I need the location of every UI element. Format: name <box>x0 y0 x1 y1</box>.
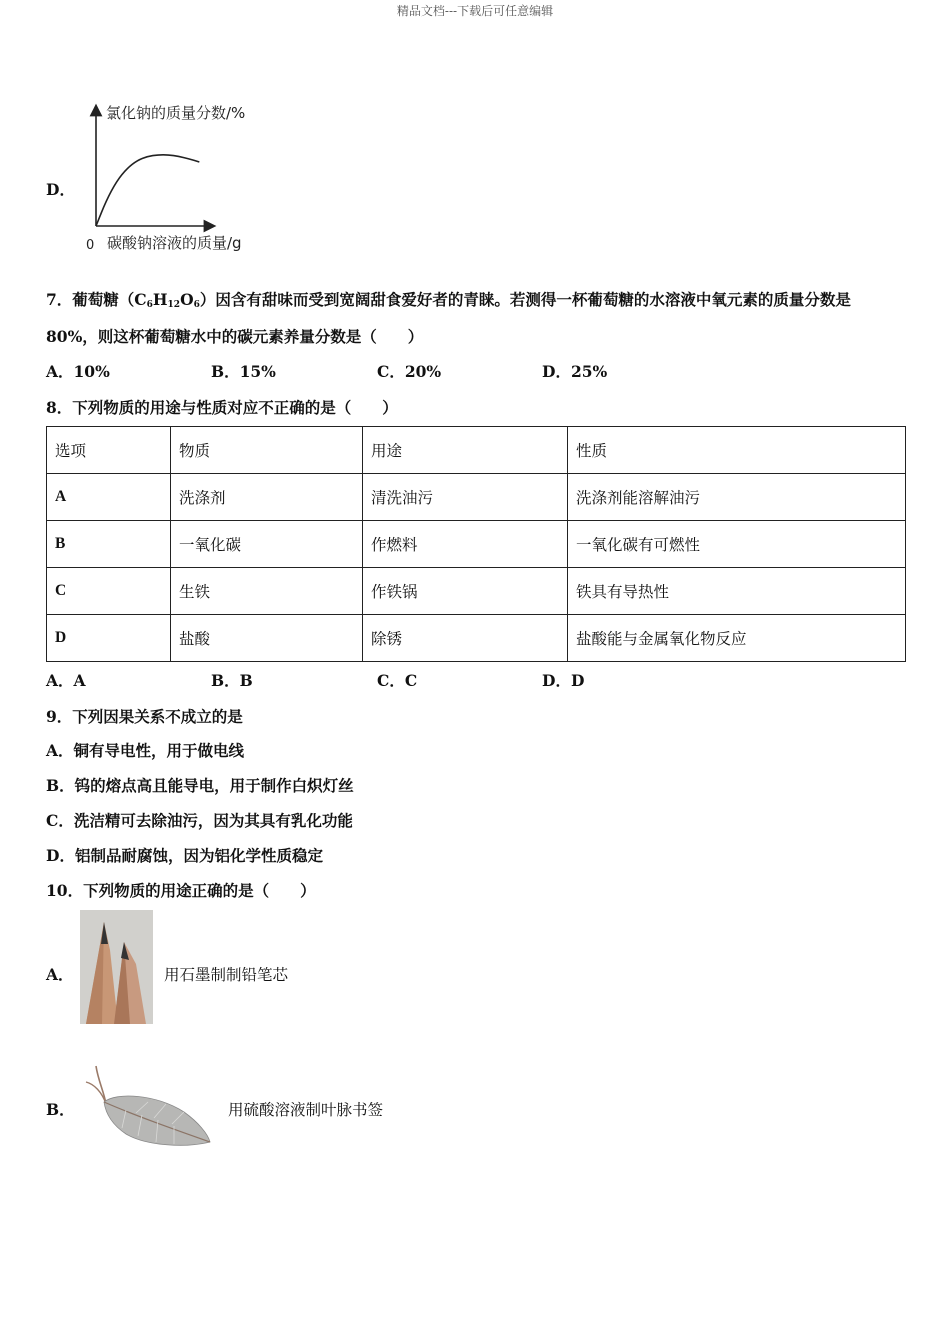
q7-stem-line2: 80%，则这杯葡萄糖水中的碳元素养量分数是（ ） <box>46 327 424 346</box>
q7-mid2: O <box>180 290 194 309</box>
q7-suffix: ）因含有甜味而受到宽阔甜食爱好者的青睐。若测得一杯葡萄糖的水溶液中氧元素的质量分数是 <box>199 290 851 309</box>
table-cell: D <box>47 615 171 662</box>
table-cell: 除锈 <box>363 615 568 662</box>
table-row <box>47 474 906 521</box>
table-cell: 盐酸 <box>171 615 363 662</box>
table-row <box>47 521 906 568</box>
q8-option-c[interactable]: C．C <box>377 671 418 690</box>
q6-d-chart <box>80 98 280 258</box>
q8-option-a[interactable]: A．A <box>46 671 86 690</box>
table-cell: 一氧化碳 <box>171 521 363 568</box>
q7-option-d[interactable]: D．25% <box>542 362 608 381</box>
table-cell: 一氧化碳有可燃性 <box>568 521 906 568</box>
q7-sub3: 6 <box>193 300 200 310</box>
table-cell: 盐酸能与金属氧化物反应 <box>568 615 906 662</box>
q9-option-c[interactable]: C．洗洁精可去除油污，因为其具有乳化功能 <box>46 811 353 830</box>
table-cell: 作燃料 <box>363 521 568 568</box>
q8-table <box>46 426 906 662</box>
page-header: 精品文档---下载后可任意编辑 <box>396 4 554 18</box>
table-row <box>47 568 906 615</box>
table-header-cell: 性质 <box>568 427 906 474</box>
q7-mid1: H <box>152 290 168 309</box>
q9-stem: 9．下列因果关系不成立的是 <box>46 707 243 726</box>
q9-option-b[interactable]: B．钨的熔点高且能导电，用于制作白炽灯丝 <box>46 776 354 795</box>
table-cell: 生铁 <box>171 568 363 615</box>
q7-prefix: 7．葡萄糖（C <box>46 290 147 309</box>
q7-sub1: 6 <box>146 300 153 310</box>
q10-option-a-label[interactable]: A． <box>46 965 74 984</box>
q7-option-b[interactable]: B．15% <box>211 362 276 381</box>
q7-option-a[interactable]: A．10% <box>46 362 110 381</box>
q10-stem: 10．下列物质的用途正确的是（ ） <box>46 881 316 900</box>
table-cell: C <box>47 568 171 615</box>
q9-option-a[interactable]: A．铜有导电性，用于做电线 <box>46 741 245 760</box>
chart-x-label: 碳酸钠溶液的质量/g <box>107 234 242 252</box>
table-header-row <box>47 427 906 474</box>
table-cell: B <box>47 521 171 568</box>
pencils-image <box>80 910 153 1024</box>
q10-option-a-text: 用石墨制制铅笔芯 <box>164 966 289 984</box>
table-header-cell: 用途 <box>363 427 568 474</box>
table-cell: 洗涤剂能溶解油污 <box>568 474 906 521</box>
chart-y-label: 氯化钠的质量分数/% <box>106 104 246 122</box>
q10-option-b-text: 用硫酸溶液制叶脉书签 <box>228 1101 384 1119</box>
table-cell: A <box>47 474 171 521</box>
table-row <box>47 615 906 662</box>
chart-series-line <box>96 155 199 226</box>
q7-option-c[interactable]: C．20% <box>377 362 442 381</box>
q10-option-b-label[interactable]: B． <box>46 1100 75 1119</box>
table-cell: 铁具有导热性 <box>568 568 906 615</box>
q7-sub2: 12 <box>167 300 181 310</box>
table-header-cell: 物质 <box>171 427 363 474</box>
table-header-cell: 选项 <box>47 427 171 474</box>
chart-origin-label: 0 <box>86 238 95 253</box>
q8-option-d[interactable]: D．D <box>542 671 585 690</box>
q8-stem: 8．下列物质的用途与性质对应不正确的是（ ） <box>46 398 398 417</box>
table-cell: 清洗油污 <box>363 474 568 521</box>
q6-option-d-label: D． <box>46 180 75 199</box>
table-cell: 洗涤剂 <box>171 474 363 521</box>
q7-stem <box>46 288 851 310</box>
leaf-vein-image <box>76 1062 214 1158</box>
q9-option-d[interactable]: D．铝制品耐腐蚀，因为铝化学性质稳定 <box>46 846 323 865</box>
table-cell: 作铁锅 <box>363 568 568 615</box>
q8-option-b[interactable]: B．B <box>211 671 253 690</box>
